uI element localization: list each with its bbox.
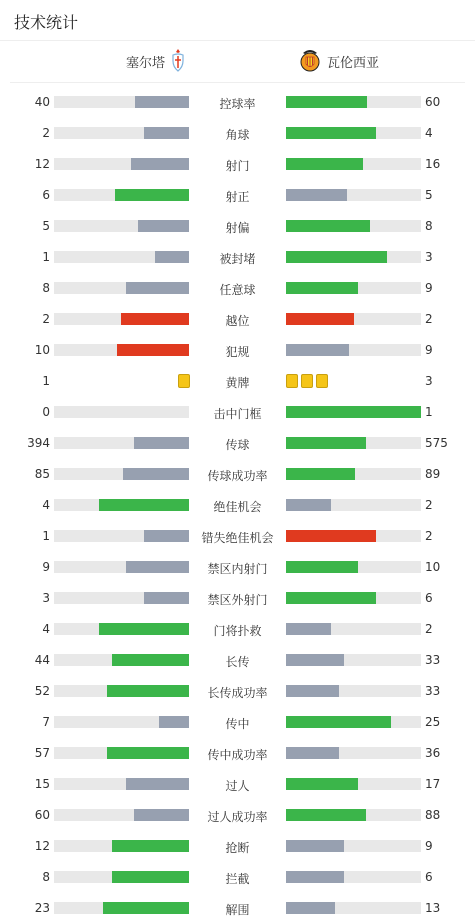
home-stat-bar-track (54, 251, 189, 263)
home-stat-value: 12 (34, 157, 50, 171)
page-title: 技术统计 (14, 13, 79, 32)
home-stat-value: 1 (42, 374, 50, 388)
home-stat-bar (121, 313, 189, 325)
home-stat-bar (135, 96, 189, 108)
home-stat-bar (112, 840, 189, 852)
away-stat-bar-track (286, 902, 421, 914)
home-stat-value: 52 (34, 684, 50, 698)
home-stat-value: 9 (42, 560, 50, 574)
away-stat-bar-track (286, 654, 421, 666)
stat-label: 传中成功率 (207, 748, 268, 762)
stat-row (0, 118, 475, 149)
away-stat-bar (286, 220, 370, 232)
stat-label: 控球率 (219, 97, 256, 111)
home-stat-bar-track (54, 685, 189, 697)
home-stat-bar (107, 685, 189, 697)
away-stat-bar (286, 809, 366, 821)
stat-row (0, 893, 475, 924)
away-stat-bar-track (286, 282, 421, 294)
away-stat-bar (286, 251, 387, 263)
home-team[interactable] (126, 41, 191, 82)
valencia-crest-icon (299, 47, 321, 77)
header-bar (0, 0, 475, 41)
away-stat-bar (286, 747, 339, 759)
stat-row (0, 831, 475, 862)
away-stat-value: 88 (425, 808, 441, 822)
home-stat-value: 8 (42, 870, 50, 884)
home-stat-bar (126, 561, 189, 573)
away-stat-value: 9 (425, 281, 433, 295)
stat-row (0, 273, 475, 304)
away-stat-bar-track (286, 561, 421, 573)
away-stat-bar-track (286, 127, 421, 139)
away-stat-bar-track (286, 158, 421, 170)
stat-label: 解围 (225, 903, 250, 917)
home-stat-bar (112, 654, 189, 666)
away-stat-bar (286, 499, 331, 511)
away-stat-bar (286, 902, 335, 914)
stat-label: 抢断 (225, 841, 250, 855)
home-stat-value: 85 (34, 467, 50, 481)
home-stat-bar (103, 902, 189, 914)
home-stat-bar-track (54, 778, 189, 790)
home-stat-bar (126, 778, 189, 790)
stat-row (0, 583, 475, 614)
away-stat-value: 17 (425, 777, 441, 791)
stat-row (0, 738, 475, 769)
home-stat-bar-track (54, 716, 189, 728)
home-stat-bar (115, 189, 189, 201)
away-stat-value: 25 (425, 715, 441, 729)
yellow-card-icon (301, 374, 313, 388)
away-stat-value: 3 (425, 374, 433, 388)
stat-row (0, 180, 475, 211)
stat-label: 过人成功率 (207, 810, 268, 824)
stat-label: 击中门框 (213, 407, 262, 421)
away-stat-bar-track (286, 747, 421, 759)
stat-label: 越位 (225, 314, 250, 328)
away-stat-bar (286, 716, 391, 728)
home-stat-value: 2 (42, 126, 50, 140)
home-stat-bar-track (54, 871, 189, 883)
stat-label: 射正 (225, 190, 250, 204)
home-stat-bar (107, 747, 189, 759)
away-stat-value: 1 (425, 405, 433, 419)
home-stat-bar (112, 871, 189, 883)
stat-label: 禁区内射门 (207, 562, 268, 576)
away-stat-bar-track (286, 592, 421, 604)
home-stat-bar-track (54, 220, 189, 232)
home-stat-bar-track (54, 189, 189, 201)
home-stat-bar-track (54, 592, 189, 604)
home-stat-value: 44 (34, 653, 50, 667)
home-stat-value: 10 (34, 343, 50, 357)
away-stat-value: 2 (425, 622, 433, 636)
home-stat-bar (99, 623, 189, 635)
stat-label: 门将扑救 (213, 624, 262, 638)
home-stat-bar (134, 809, 189, 821)
away-stat-value: 4 (425, 126, 433, 140)
away-stat-bar-track (286, 716, 421, 728)
stat-row (0, 552, 475, 583)
away-stat-bar (286, 871, 344, 883)
stat-row (0, 149, 475, 180)
away-stat-value: 3 (425, 250, 433, 264)
away-team-name: 瓦伦西亚 (327, 56, 380, 71)
away-stat-bar (286, 96, 367, 108)
home-stat-bar-track (54, 747, 189, 759)
home-stat-value: 57 (34, 746, 50, 760)
away-stat-value: 2 (425, 498, 433, 512)
home-stat-bar (131, 158, 189, 170)
away-stat-bar-track (286, 623, 421, 635)
away-stat-bar-track (286, 685, 421, 697)
home-stat-bar-track (54, 344, 189, 356)
stat-label: 拦截 (225, 872, 250, 886)
home-stat-value: 4 (42, 498, 50, 512)
celta-crest-icon (171, 48, 185, 76)
stat-label: 角球 (225, 128, 250, 142)
away-stat-value: 575 (425, 436, 448, 450)
home-stat-bar (144, 127, 189, 139)
stat-row (0, 490, 475, 521)
home-stat-value: 394 (27, 436, 50, 450)
stat-row (0, 707, 475, 738)
home-stat-bar (123, 468, 189, 480)
home-stat-bar-track (54, 127, 189, 139)
away-stat-bar-track (286, 313, 421, 325)
home-stat-bar (159, 716, 189, 728)
away-stat-value: 36 (425, 746, 441, 760)
away-stat-value: 33 (425, 653, 441, 667)
away-stat-bar-track (286, 96, 421, 108)
home-stat-bar-track (54, 809, 189, 821)
home-stat-bar-track (54, 468, 189, 480)
stat-row (0, 211, 475, 242)
stat-label: 任意球 (219, 283, 256, 297)
home-stat-bar (134, 437, 189, 449)
home-stat-value: 1 (42, 529, 50, 543)
stat-row (0, 304, 475, 335)
yellow-card-icon (286, 374, 298, 388)
away-stat-bar (286, 313, 354, 325)
away-stat-bar (286, 127, 376, 139)
away-stat-bar (286, 282, 358, 294)
home-team-name: 塞尔塔 (126, 56, 166, 71)
home-stat-bar (144, 530, 189, 542)
away-stat-value: 5 (425, 188, 433, 202)
stat-row (0, 459, 475, 490)
home-stat-bar-track (54, 313, 189, 325)
away-stat-bar-track (286, 251, 421, 263)
away-stat-bar-track (286, 406, 421, 418)
away-stat-bar-track (286, 344, 421, 356)
home-stat-value: 2 (42, 312, 50, 326)
away-stat-bar (286, 437, 366, 449)
away-stat-bar-track (286, 220, 421, 232)
home-stat-value: 23 (34, 901, 50, 915)
away-stat-bar (286, 158, 363, 170)
away-stat-bar-track (286, 778, 421, 790)
stat-label: 绝佳机会 (213, 500, 262, 514)
away-stat-bar (286, 623, 331, 635)
stat-row (0, 366, 475, 397)
home-stat-value: 1 (42, 250, 50, 264)
away-stat-bar (286, 592, 376, 604)
stat-label: 被封堵 (219, 252, 256, 266)
away-stat-value: 89 (425, 467, 441, 481)
home-stat-bar-track (54, 623, 189, 635)
teams-header (10, 41, 465, 83)
home-stat-bar-track (54, 158, 189, 170)
yellow-card-icon (316, 374, 328, 388)
away-team[interactable] (293, 41, 379, 82)
away-stat-bar (286, 530, 376, 542)
away-stat-value: 8 (425, 219, 433, 233)
home-stat-value: 60 (34, 808, 50, 822)
stat-row (0, 87, 475, 118)
home-stat-bar (117, 344, 189, 356)
home-stat-bar (138, 220, 189, 232)
away-stat-value: 6 (425, 591, 433, 605)
home-stat-bar-track (54, 282, 189, 294)
home-stat-value: 5 (42, 219, 50, 233)
stat-row (0, 862, 475, 893)
stat-label: 传中 (225, 717, 250, 731)
home-stat-bar-track (54, 96, 189, 108)
stat-label: 禁区外射门 (207, 593, 268, 607)
away-stat-value: 16 (425, 157, 441, 171)
away-stat-bar-track (286, 530, 421, 542)
stat-row (0, 614, 475, 645)
home-stat-bar (126, 282, 189, 294)
away-stat-bar (286, 840, 344, 852)
away-stat-value: 2 (425, 312, 433, 326)
home-stat-value: 0 (42, 405, 50, 419)
stat-row (0, 397, 475, 428)
home-stat-value: 40 (34, 95, 50, 109)
stat-row (0, 521, 475, 552)
home-stat-value: 6 (42, 188, 50, 202)
away-stat-value: 10 (425, 560, 441, 574)
stat-row (0, 800, 475, 831)
away-stat-value: 9 (425, 343, 433, 357)
home-stat-bar-track (54, 437, 189, 449)
home-stat-bar (155, 251, 189, 263)
away-stat-bar (286, 654, 344, 666)
away-stat-bar-track (286, 499, 421, 511)
away-stat-bar-track (286, 189, 421, 201)
stat-label: 射偏 (225, 221, 250, 235)
away-stat-bar-track (286, 840, 421, 852)
home-stat-bar (144, 592, 189, 604)
home-stat-value: 15 (34, 777, 50, 791)
away-stat-bar (286, 561, 358, 573)
home-stat-bar-track (54, 840, 189, 852)
away-stat-value: 33 (425, 684, 441, 698)
away-stat-value: 2 (425, 529, 433, 543)
home-stat-value: 8 (42, 281, 50, 295)
away-stat-value: 6 (425, 870, 433, 884)
stat-label: 长传成功率 (207, 686, 268, 700)
away-stat-bar (286, 685, 339, 697)
home-stat-value: 12 (34, 839, 50, 853)
stat-row (0, 242, 475, 273)
stat-label: 传球 (225, 438, 250, 452)
away-stat-value: 60 (425, 95, 441, 109)
stat-row (0, 645, 475, 676)
stat-row (0, 428, 475, 459)
home-stat-bar-track (54, 654, 189, 666)
stat-label: 犯规 (225, 345, 250, 359)
away-stat-bar (286, 189, 347, 201)
stat-label: 黄牌 (225, 376, 250, 390)
stat-row (0, 335, 475, 366)
stat-label: 错失绝佳机会 (201, 531, 274, 545)
home-stat-bar (99, 499, 189, 511)
stat-label: 过人 (225, 779, 250, 793)
stat-label: 传球成功率 (207, 469, 268, 483)
home-stat-value: 4 (42, 622, 50, 636)
away-stat-value: 13 (425, 901, 441, 915)
home-stat-bar-track (54, 902, 189, 914)
home-stat-value: 3 (42, 591, 50, 605)
away-stat-bar-track (286, 809, 421, 821)
home-stat-bar-track (54, 530, 189, 542)
stat-label: 长传 (225, 655, 250, 669)
home-stat-bar-track (54, 499, 189, 511)
home-stat-bar-track (54, 561, 189, 573)
stat-row (0, 769, 475, 800)
home-stat-value: 7 (42, 715, 50, 729)
away-stat-bar-track (286, 437, 421, 449)
stat-label: 射门 (225, 159, 250, 173)
away-stat-bar (286, 468, 355, 480)
home-stat-bar-track (54, 406, 189, 418)
stat-row (0, 676, 475, 707)
away-stat-bar-track (286, 468, 421, 480)
away-stat-bar (286, 778, 358, 790)
away-stat-bar (286, 344, 349, 356)
away-stat-bar-track (286, 871, 421, 883)
away-stat-value: 9 (425, 839, 433, 853)
away-stat-bar (286, 406, 421, 418)
